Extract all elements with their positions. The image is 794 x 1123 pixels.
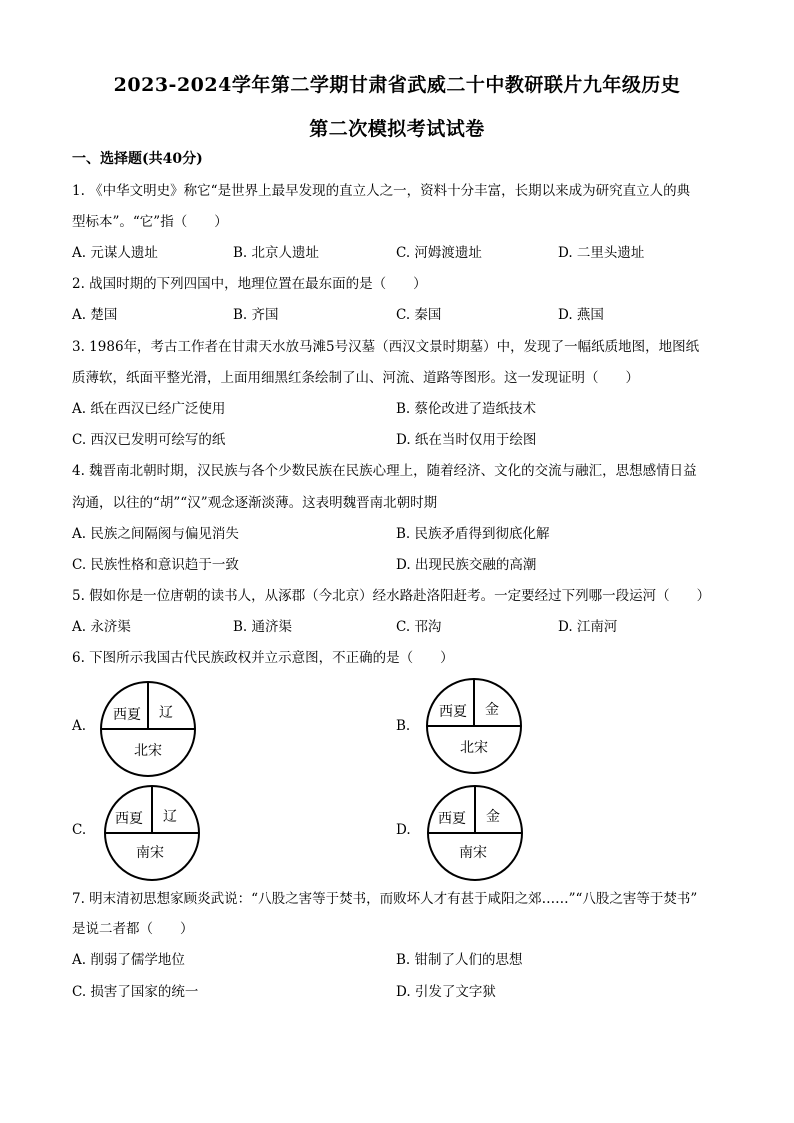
q6-d-left-label: 西夏 [438, 811, 466, 827]
q3-option-a: A. 纸在西汉已经广泛使用 [72, 401, 226, 417]
q3-stem-line1: 3. 1986年，考古工作者在甘肃天水放马滩5号汉墓（西汉文景时期墓）中，发现了一幅纸质地图，地图纸 [72, 339, 700, 355]
q4-option-a: A. 民族之间隔阂与偏见消失 [72, 526, 239, 542]
q1-option-b: B. 北京人遗址 [233, 245, 320, 261]
q4-stem-line1: 4. 魏晋南北朝时期，汉民族与各个少数民族在民族心理上，随着经济、文化的交流与融汇，思想感情日益 [72, 463, 697, 479]
q7-stem-line1: 7. 明末清初思想家顾炎武说：“八股之害等于焚书，而败坏人才有甚于咸阳之郊……”“八股之害等于焚书” [72, 891, 698, 907]
q6-a-right-label: 辽 [159, 705, 173, 721]
q6-option-b-label: B. [396, 718, 411, 734]
exam-title-line2: 第二次模拟考试试卷 [309, 118, 485, 140]
q3-stem-line2: 质薄软，纸面平整光滑，上面用细黑红条绘制了山、河流、道路等图形。这一发现证明（ ） [72, 370, 639, 386]
q4-option-d: D. 出现民族交融的高潮 [396, 557, 537, 573]
q5-stem-line1: 5. 假如你是一位唐朝的读书人，从涿郡（今北京）经水路赴洛阳赶考。一定要经过下列哪一段运河（ ） [72, 588, 711, 604]
exam-title-line1: 2023-2024学年第二学期甘肃省武威二十中教研联片九年级历史 [113, 74, 681, 96]
q2-option-c: C. 秦国 [396, 307, 442, 323]
q6-stem-line1: 6. 下图所示我国古代民族政权并立示意图，不正确的是（ ） [72, 650, 454, 666]
q4-option-b: B. 民族矛盾得到彻底化解 [396, 526, 550, 542]
q6-diagram-a [98, 679, 198, 779]
q7-option-a: A. 削弱了儒学地位 [72, 952, 185, 968]
q7-option-c: C. 损害了国家的统一 [72, 984, 199, 1000]
q5-option-b: B. 通济渠 [233, 619, 293, 635]
q2-option-d: D. 燕国 [558, 307, 604, 323]
q6-a-left-label: 西夏 [113, 707, 141, 723]
q6-c-bottom-label: 南宋 [136, 845, 164, 861]
q6-d-bottom-label: 南宋 [459, 845, 487, 861]
q6-diagram-b [424, 676, 524, 776]
q4-stem-line2: 沟通，以往的“胡”“汉”观念逐渐淡薄。这表明魏晋南北朝时期 [72, 495, 438, 511]
q6-d-right-label: 金 [486, 809, 500, 825]
q1-stem-line1: 1. 《中华文明史》称它“是世界上最早发现的直立人之一，资料十分丰富，长期以来成为研究直立人的典 [72, 183, 691, 199]
q6-c-left-label: 西夏 [115, 811, 143, 827]
q6-b-left-label: 西夏 [439, 704, 467, 720]
section-heading: 一、选择题(共40分) [72, 151, 203, 167]
q6-diagram-c [102, 783, 202, 883]
q1-option-c: C. 河姆渡遗址 [396, 245, 482, 261]
q6-b-bottom-label: 北宋 [460, 740, 488, 756]
q7-option-b: B. 钳制了人们的思想 [396, 952, 523, 968]
q3-option-b: B. 蔡伦改进了造纸技术 [396, 401, 537, 417]
q3-option-d: D. 纸在当时仅用于绘图 [396, 432, 537, 448]
q1-option-a: A. 元谋人遗址 [72, 245, 158, 261]
q6-option-c-label: C. [72, 822, 87, 838]
q7-option-d: D. 引发了文字狱 [396, 984, 496, 1000]
q6-option-a-label: A. [72, 718, 87, 734]
q1-stem-line2: 型标本”。“它”指（ ） [72, 214, 228, 230]
q3-option-c: C. 西汉已发明可绘写的纸 [72, 432, 226, 448]
q6-a-bottom-label: 北宋 [134, 743, 162, 759]
q7-stem-line2: 是说二者都（ ） [72, 921, 194, 937]
q2-stem-line1: 2. 战国时期的下列四国中，地理位置在最东面的是（ ） [72, 276, 427, 292]
q2-option-a: A. 楚国 [72, 307, 118, 323]
q6-option-d-label: D. [396, 822, 411, 838]
q1-option-d: D. 二里头遗址 [558, 245, 645, 261]
q5-option-a: A. 永济渠 [72, 619, 131, 635]
q4-option-c: C. 民族性格和意识趋于一致 [72, 557, 239, 573]
q6-b-right-label: 金 [485, 702, 499, 718]
q6-c-right-label: 辽 [163, 809, 177, 825]
q5-option-c: C. 邗沟 [396, 619, 442, 635]
q2-option-b: B. 齐国 [233, 307, 279, 323]
q5-option-d: D. 江南河 [558, 619, 618, 635]
q6-diagram-d [425, 783, 525, 883]
